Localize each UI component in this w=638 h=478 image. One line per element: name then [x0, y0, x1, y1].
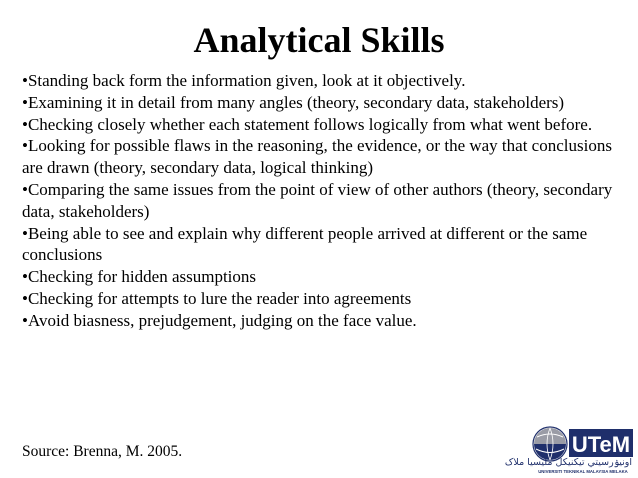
bullet-list — [22, 70, 622, 332]
bullet-item: •Checking for hidden assumptions — [22, 267, 257, 287]
bullet-item: •Examining it in detail from many angles (theory, secondary data, stakeholders) — [22, 92, 565, 112]
bullet-item: •Avoid biasness, prejudgement, judging on the face value. — [22, 310, 417, 330]
bullet-item: •Checking for attempts to lure the reader into agreements — [22, 288, 412, 308]
jawi-text: اونيۏرسيتي تيکنيکل مليسيا ملاک — [504, 457, 632, 468]
source-citation: Source: Brenna, M. 2005. — [22, 443, 183, 460]
bullet-item: •Being able to see and explain why different people arrived at different or the same conclusions — [22, 223, 588, 265]
bullet-item: •Comparing the same issues from the point of view of other authors (theory, secondary data, stakeholders) — [22, 179, 613, 221]
university-name: UNIVERSITI TEKNIKAL MALAYSIA MELAKA — [538, 469, 628, 474]
globe-emblem-icon — [533, 427, 567, 461]
slide-title: Analytical Skills — [193, 20, 445, 60]
bullet-item: •Looking for possible flaws in the reasoning, the evidence, or the way that conclusions are drawn (theory, secondary data, logical thinking) — [22, 136, 612, 178]
bullet-item: •Checking closely whether each statement follows logically from what went before. — [22, 114, 593, 134]
brand-text: UTeM — [571, 432, 631, 457]
utem-logo — [504, 423, 635, 475]
bullet-item: •Standing back form the information given, look at it objectively. — [22, 71, 466, 90]
